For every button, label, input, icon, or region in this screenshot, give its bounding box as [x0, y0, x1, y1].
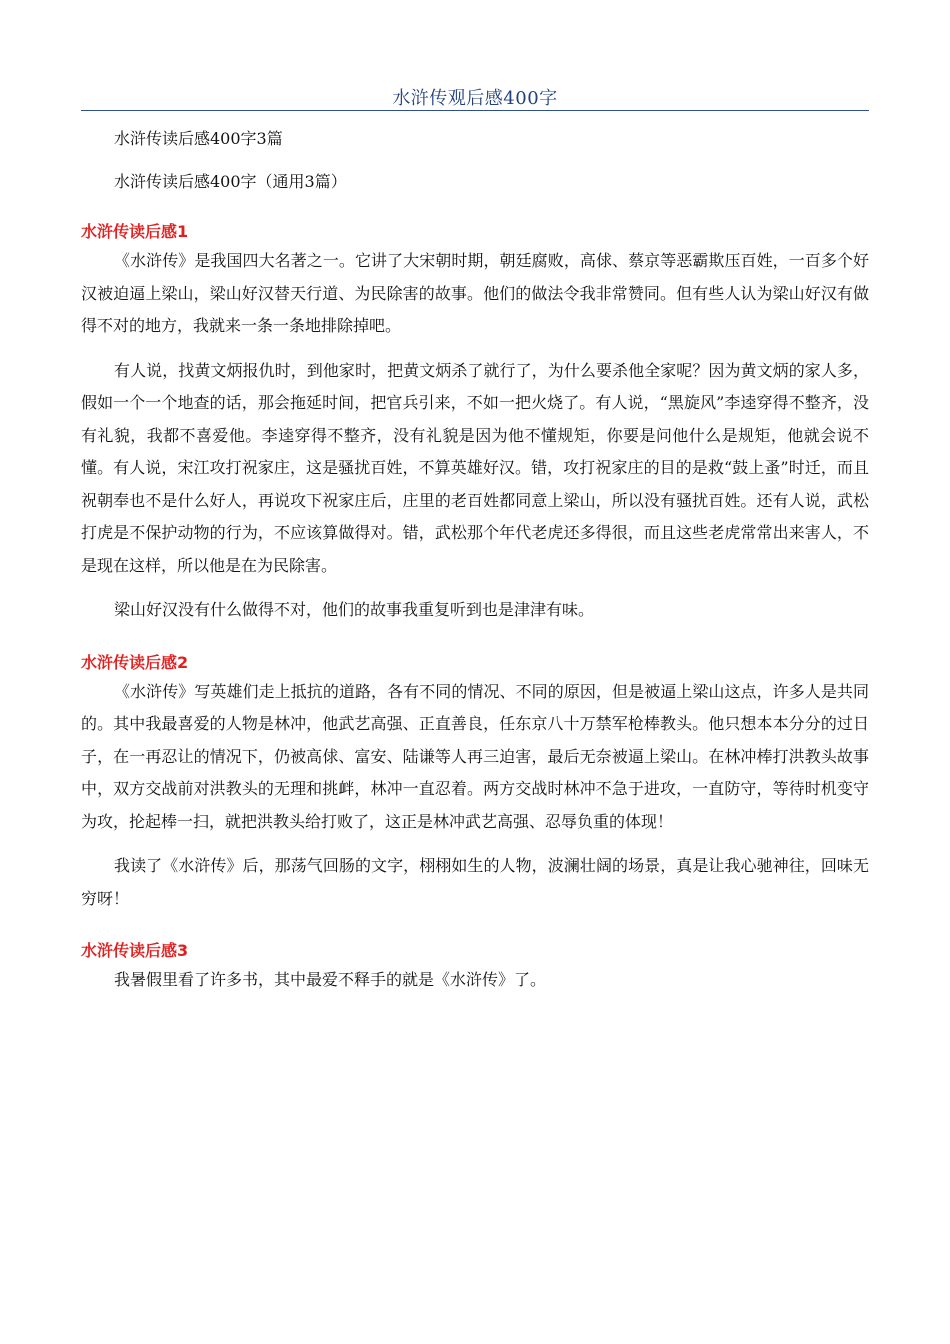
subtitle-line-2: 水浒传读后感400字（通用3篇）	[114, 172, 347, 191]
paragraph: 我读了《水浒传》后，那荡气回肠的文字，栩栩如生的人物，波澜壮阔的场景，真是让我心驰神往，回味无穷呀！	[81, 856, 869, 908]
paragraph: 梁山好汉没有什么做得不对，他们的故事我重复听到也是津津有味。	[114, 600, 595, 619]
paragraph: 我暑假里看了许多书，其中最爱不释手的就是《水浒传》了。	[114, 970, 547, 989]
section-heading-2: 水浒传读后感2	[81, 652, 189, 672]
paragraph: 《水浒传》是我国四大名著之一。它讲了大宋朝时期，朝廷腐败，高俅、蔡京等恶霸欺压百姓，一百多个好汉被迫逼上梁山，梁山好汉替天行道、为民除害的故事。他们的做法令我非常赞同。但有些人认为梁山好汉有做得不对的地方，我就来一条一条地排除掉吧。	[81, 251, 869, 335]
header-title: 水浒传观后感400字	[392, 88, 558, 109]
section-heading-1: 水浒传读后感1	[81, 222, 189, 241]
paragraph: 有人说，找黄文炳报仇时，到他家时，把黄文炳杀了就行了，为什么要杀他全家呢？因为黄文炳的家人多，假如一个一个地查的话，那会拖延时间，把官兵引来，不如一把火烧了。有人说，“黑旋风”李逵穿得不整齐，没有礼貌，我都不喜爱他。李逵穿得不整齐，没有礼貌是因为他不懂规矩，你要是问他什么是规矩，他就会说不懂。有人说，宋江攻打祝家庄，这是骚扰百姓，不算英雄好汉。错，攻打祝家庄的目的是救“鼓上蚤”时迁，而且祝朝奉也不是什么好人，再说攻下祝家庄后，庄里的老百姓都同意上梁山，所以没有骚扰百姓。还有人说，武松打虎是不保护动物的行为，不应该算做得对。错，武松那个年代老虎还多得很，而且这些老虎常常出来害人，不是现在这样，所以他是在为民除害。	[81, 360, 869, 575]
page-header	[81, 78, 869, 111]
subtitle-line-1: 水浒传读后感400字3篇	[114, 129, 283, 148]
paragraph: 《水浒传》写英雄们走上抵抗的道路，各有不同的情况、不同的原因，但是被逼上梁山这点，许多人是共同的。其中我最喜爱的人物是林冲，他武艺高强、正直善良，任东京八十万禁军枪棒教头。他只想本本分分的过日子，在一再忍让的情况下，仍被高俅、富安、陆谦等人再三迫害，最后无奈被逼上梁山。在林冲棒打洪教头故事中，双方交战前对洪教头的无理和挑衅，林冲一直忍着。两方交战时林冲不急于进攻，一直防守，等待时机变守为攻，抡起棒一扫，就把洪教头给打败了，这正是林冲武艺高强、忍辱负重的体现！	[81, 681, 869, 831]
document-body	[81, 125, 869, 997]
section-heading-3: 水浒传读后感3	[81, 941, 189, 960]
